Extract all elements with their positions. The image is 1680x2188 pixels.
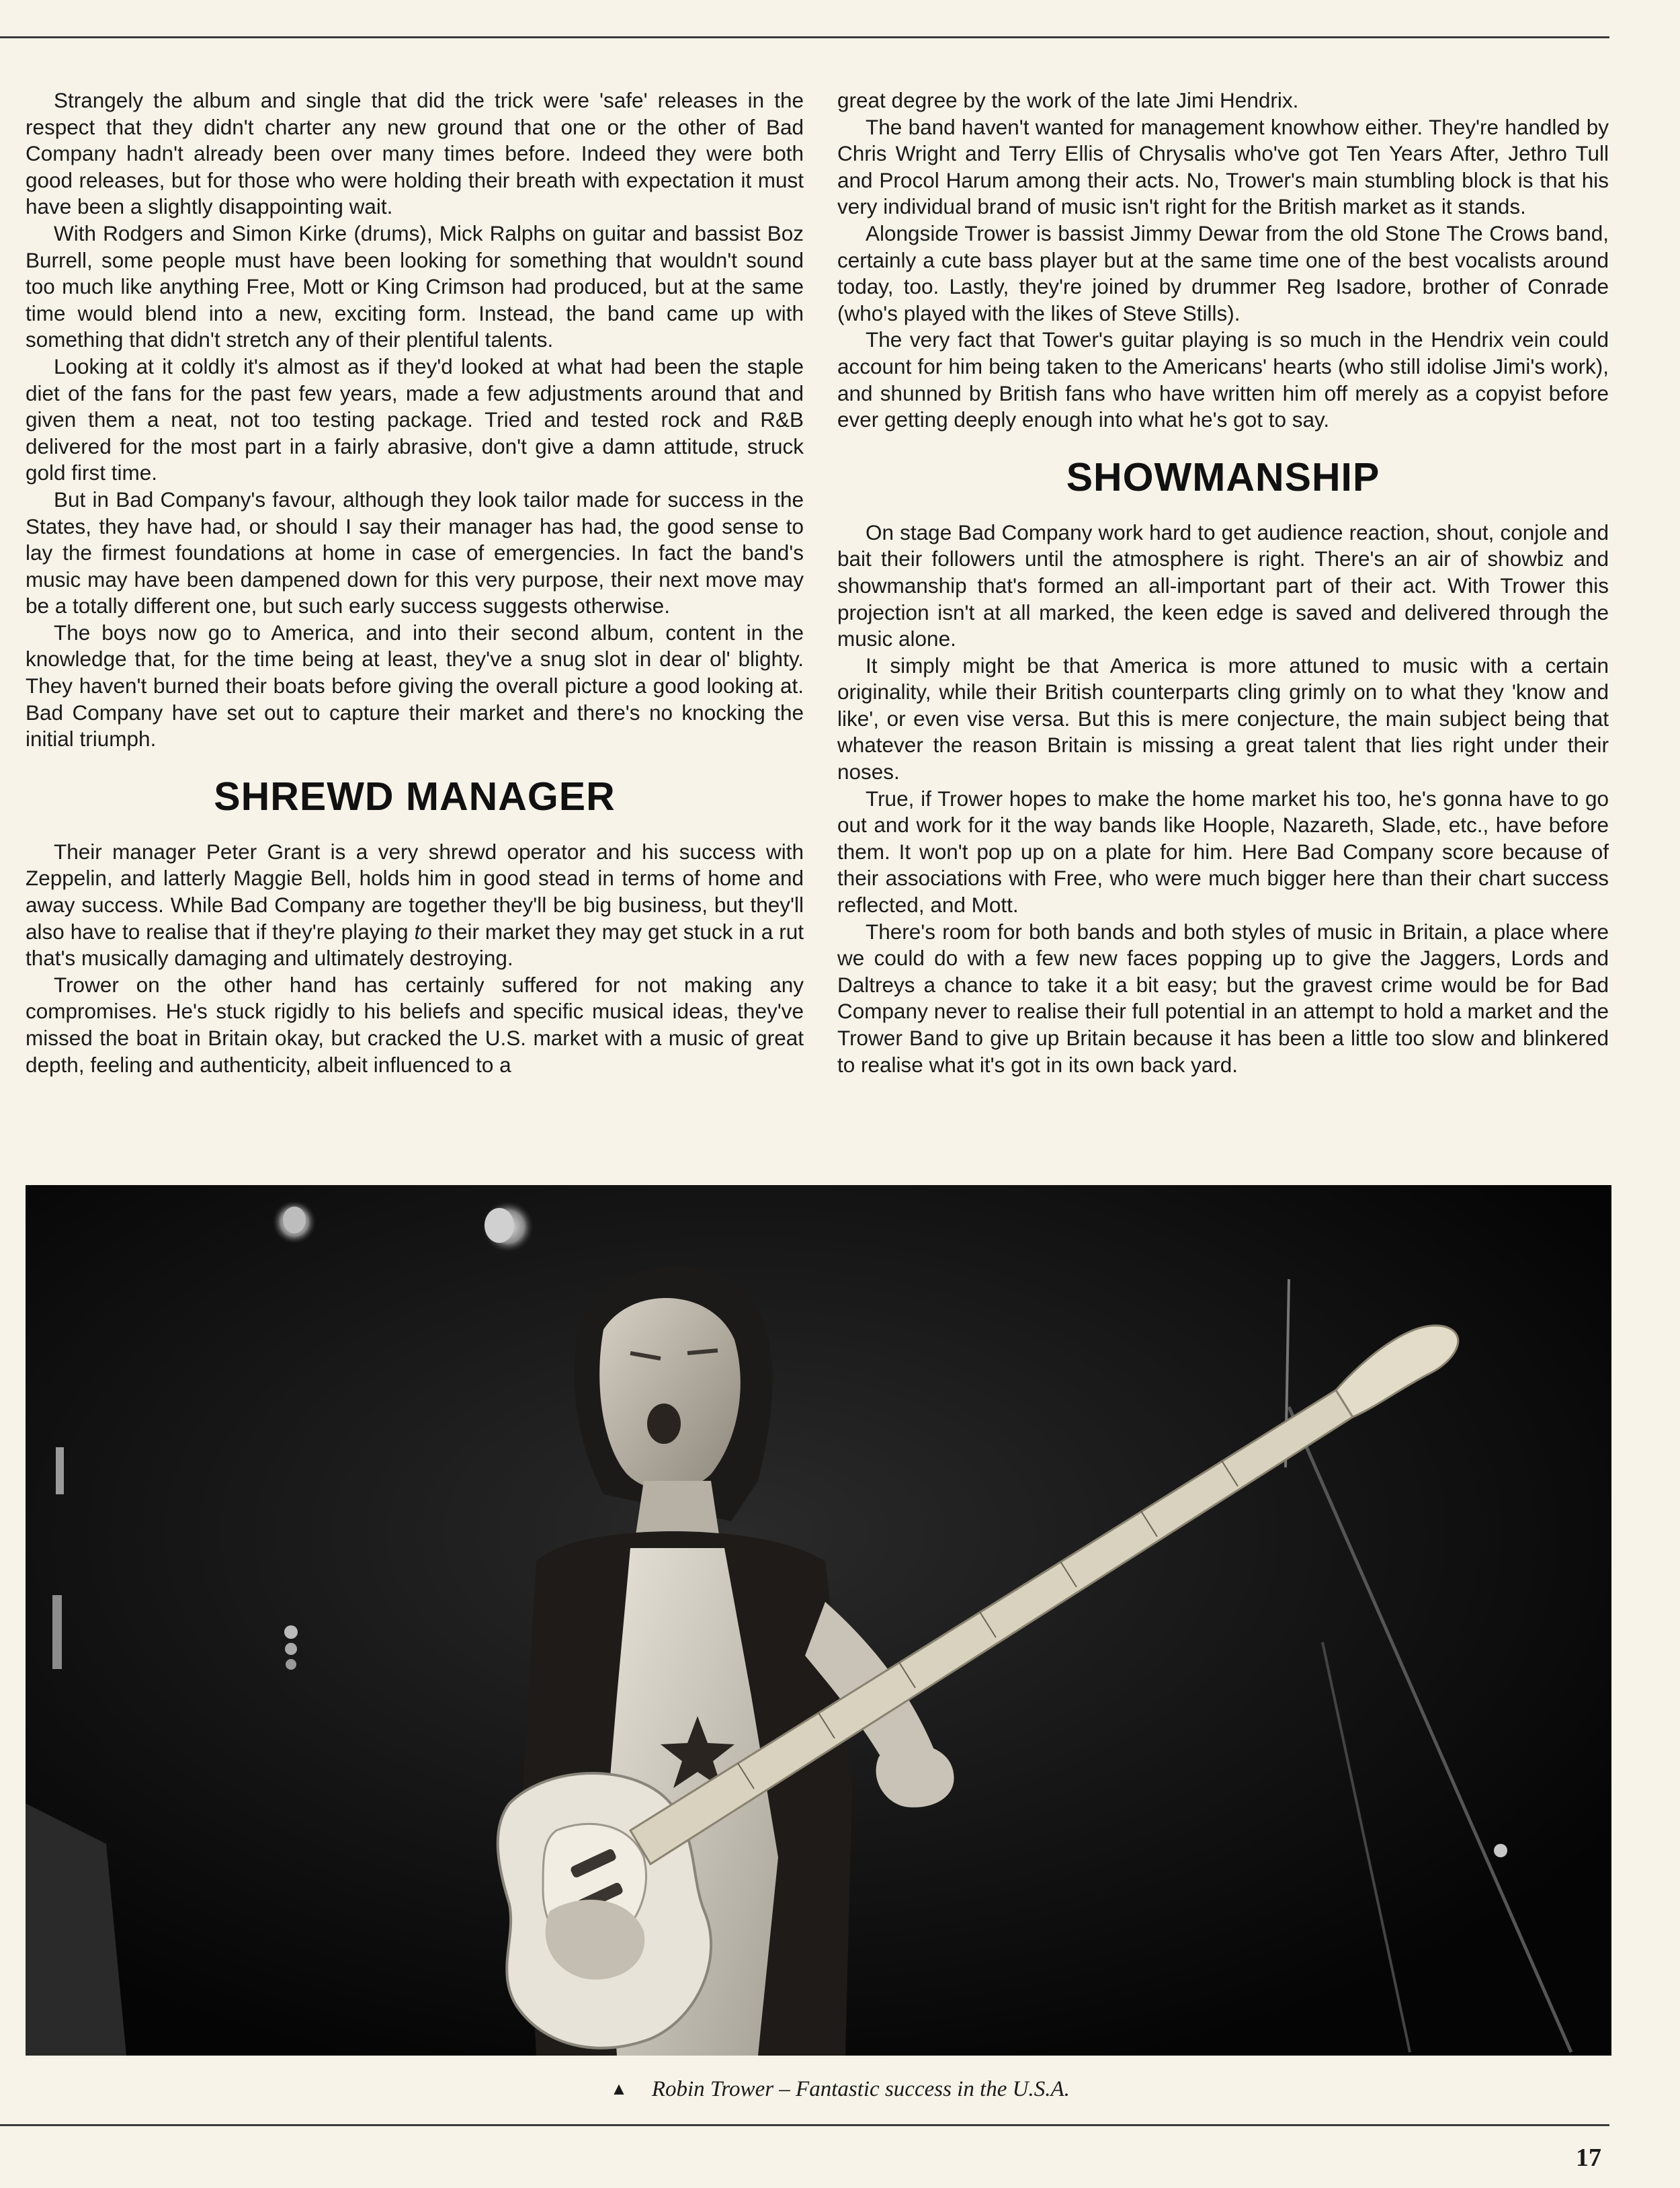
section-heading-showmanship: SHOWMANSHIP	[1066, 454, 1380, 499]
photo-caption	[0, 2077, 1680, 2102]
paragraph-text: their market they may get stuck in a rut that's musically damaging and ultimately destroying.	[26, 919, 804, 971]
page-number: 17	[1576, 2144, 1601, 2172]
paragraph: Looking at it coldly it's almost as if they'd looked at what had been the staple diet of the fans for the past few years, made a few adjustments around that and given them a neat, not too testing package. Tried and tested rock and R&B delivered for the most part in a fairly abrasive, don't give a damn attitude, struck gold first time.	[26, 354, 804, 485]
paragraph: The very fact that Tower's guitar playing is so much in the Hendrix vein could account for him being taken to the Americans' hearts (who still idolise Jimi's work), and shunned by British fans who have written him off merely as a copyist before ever getting deeply enough into what he's got to say.	[837, 327, 1609, 432]
bottom-rule	[0, 2124, 1609, 2126]
top-rule	[0, 36, 1609, 38]
left-column	[26, 87, 804, 1078]
paragraph: Strangely the album and single that did the trick were 'safe' releases in the respect that they didn't charter any new ground that one or the other of Bad Company hadn't already been over many times before. Indeed they were both good releases, but for those who were holding their breath with expectation it must have been a slightly disappointing wait.	[26, 88, 804, 219]
concert-photo	[26, 1185, 1611, 2056]
guitarist-illustration	[26, 1185, 1611, 2056]
paragraph: Alongside Trower is bassist Jimmy Dewar from the old Stone The Crows band, certainly a cute bass player but at the same time one of the best vocalists around today, too. Lastly, they're joined by drummer Reg Isadore, brother of Conrade (who's played with the likes of Steve Stills).	[837, 220, 1609, 325]
paragraph: True, if Trower hopes to make the home market his too, he's gonna have to go out and work for it the way bands like Hoople, Nazareth, Slade, etc., have before them. It won't pop up on a plate for him. Here Bad Company score because of their associations with Free, who were much bigger here than their chart success reflected, and Mott.	[837, 786, 1609, 918]
paragraph	[26, 839, 804, 972]
paragraph-text: Their manager Peter Grant is a very shrewd operator and his success with Zeppelin, and latterly Maggie Bell, holds him in good stead in terms of home and away success. While Bad Company are together they'll be big business, but they'll also have to realise that if they're playing	[26, 839, 804, 944]
paragraph: The band haven't wanted for management knowhow either. They're handled by Chris Wright and Terry Ellis of Chrysalis who've got Ten Years After, Jethro Tull and Procol Harum among their acts. No, Trower's main stumbling block is that his very individual brand of music isn't right for the British market as it stands.	[837, 114, 1609, 219]
right-column	[837, 87, 1609, 1078]
caption-text: Robin Trower – Fantastic success in the U.S.A.	[651, 2077, 1070, 2101]
paragraph: It simply might be that America is more attuned to music with a certain originality, while their British counterparts cling grimly on to what they 'know and like', or even vise versa. But this is mere conjecture, the main subject being that whatever the reason Britain is missing a great talent that lies right under their noses.	[837, 653, 1609, 784]
section-heading-shrewd-manager: SHREWD MANAGER	[214, 774, 616, 819]
paragraph: great degree by the work of the late Jimi Hendrix.	[837, 88, 1299, 112]
paragraph: On stage Bad Company work hard to get audience reaction, shout, conjole and bait their followers until the atmosphere is right. There's an air of showbiz and showmanship that's formed an all-important part of their act. With Trower this projection isn't at all marked, the keen edge is saved and delivered through the music alone.	[837, 520, 1609, 651]
paragraph: The boys now go to America, and into their second album, content in the knowledge that, for the time being at least, they've a snug slot in dear ol' blighty. They haven't burned their boats before giving the overall picture a good looking at. Bad Company have set out to capture their market and there's no knocking the initial triumph.	[26, 620, 804, 752]
paragraph: With Rodgers and Simon Kirke (drums), Mick Ralphs on guitar and bassist Boz Burrell, some people must have been looking for something that wouldn't sound too much like anything Free, Mott or King Crimson had produced, but at the same time would blend into a new, exciting form. Instead, the band came up with something that didn't stretch any of their plentiful talents.	[26, 220, 804, 352]
paragraph: But in Bad Company's favour, although they look tailor made for success in the States, they have had, or should I say their manager has had, the good sense to lay the firmest foundations at home in case of emergencies. In fact the band's music may have been dampened down for this very purpose, their next move may be a totally different one, but such early success suggests otherwise.	[26, 487, 804, 618]
paragraph: There's room for both bands and both styles of music in Britain, a place where we could do with a few new faces popping up to give the Jaggers, Lords and Daltreys a chance to take it a bit easy; but the gravest crime would be for Bad Company never to realise their full potential in an attempt to hold a market and the Trower Band to give up Britain because it has been a little too slow and blinkered to realise what it's got in its own back yard.	[837, 919, 1609, 1077]
paragraph: Trower on the other hand has certainly suffered for not making any compromises. He's stuck rigidly to his beliefs and specific musical ideas, they've missed the boat in Britain okay, but cracked the U.S. market with a music of great depth, feeling and authenticity, albeit influenced to a	[26, 972, 804, 1077]
triangle-marker-icon: ▲	[610, 2079, 628, 2099]
emphasis-text: to	[414, 919, 432, 944]
